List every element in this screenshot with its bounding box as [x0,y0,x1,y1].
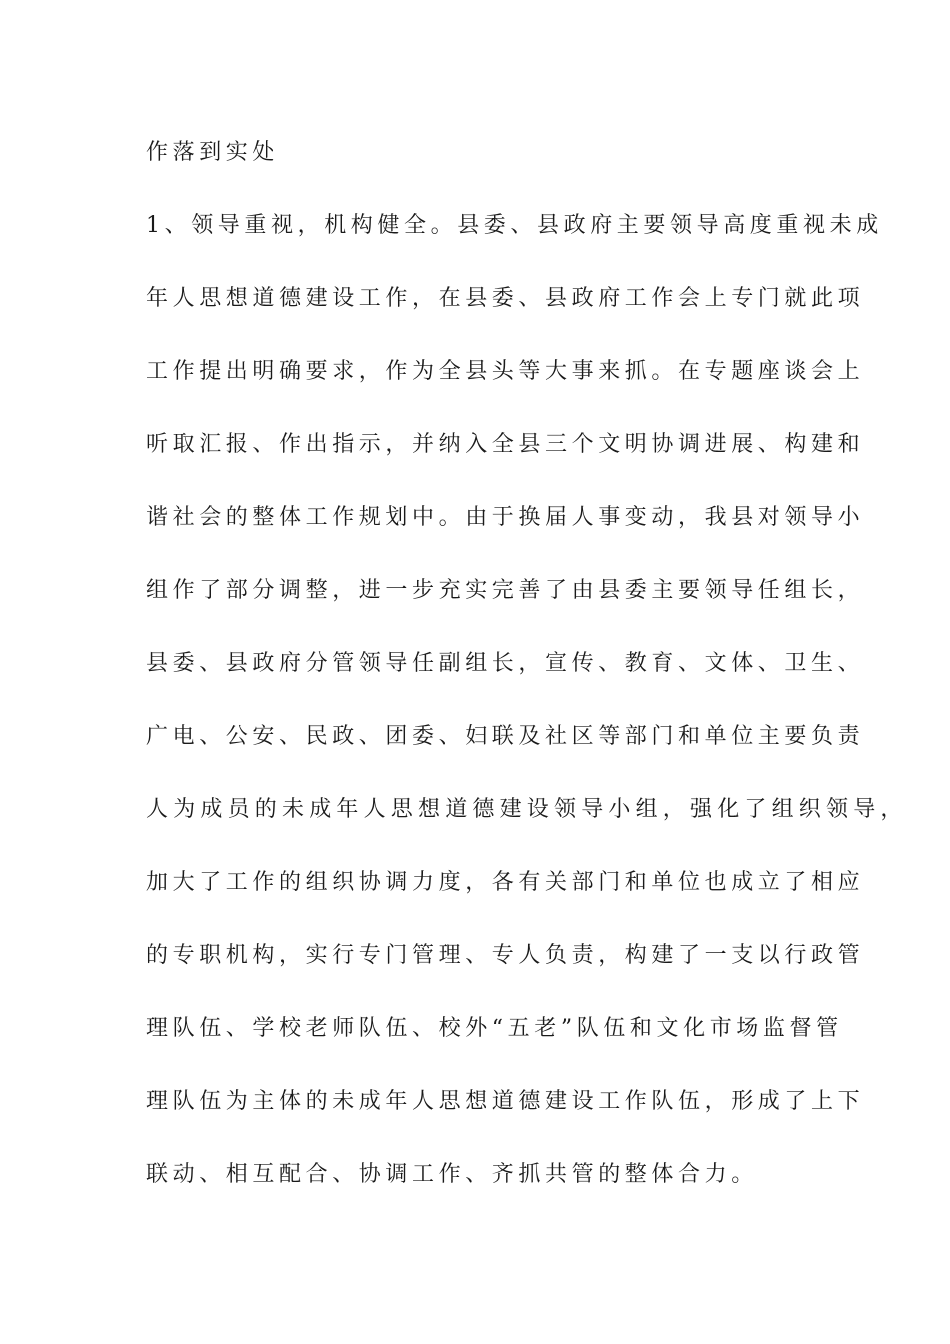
text-line: 人为成员的未成年人思想道德建设领导小组，强化了组织领导， [146,797,908,822]
text-line: 加大了工作的组织协调力度，各有关部门和单位也成立了相应 [146,870,865,895]
text-line: 听取汇报、作出指示，并纳入全县三个文明协调进展、构建和 [146,432,865,457]
text-line: 的专职机构，实行专门管理、专人负责，构建了一支以行政管 [146,943,865,968]
text-line: 联动、相互配合、协调工作、齐抓共管的整体合力。 [146,1162,758,1187]
text-line: 作落到实处 [146,140,280,165]
text-line: 组作了部分调整，进一步充实完善了由县委主要领导任组长， [146,578,865,603]
text-line: 县委、县政府分管领导任副组长，宣传、教育、文体、卫生、 [146,651,865,676]
text-line: 理队伍为主体的未成年人思想道德建设工作队伍，形成了上下 [146,1089,865,1114]
text-line: 谐社会的整体工作规划中。由于换届人事变动，我县对领导小 [146,505,865,530]
text-line: 广电、公安、民政、团委、妇联及社区等部门和单位主要负责 [146,724,865,749]
text-line: 1、领导重视，机构健全。县委、县政府主要领导高度重视未成 [146,213,883,238]
text-line: 工作提出明确要求，作为全县头等大事来抓。在专题座谈会上 [146,359,865,384]
text-line: 年人思想道德建设工作，在县委、县政府工作会上专门就此项 [146,286,865,311]
text-line: 理队伍、学校老师队伍、校外“五老”队伍和文化市场监督管 [146,1016,843,1041]
